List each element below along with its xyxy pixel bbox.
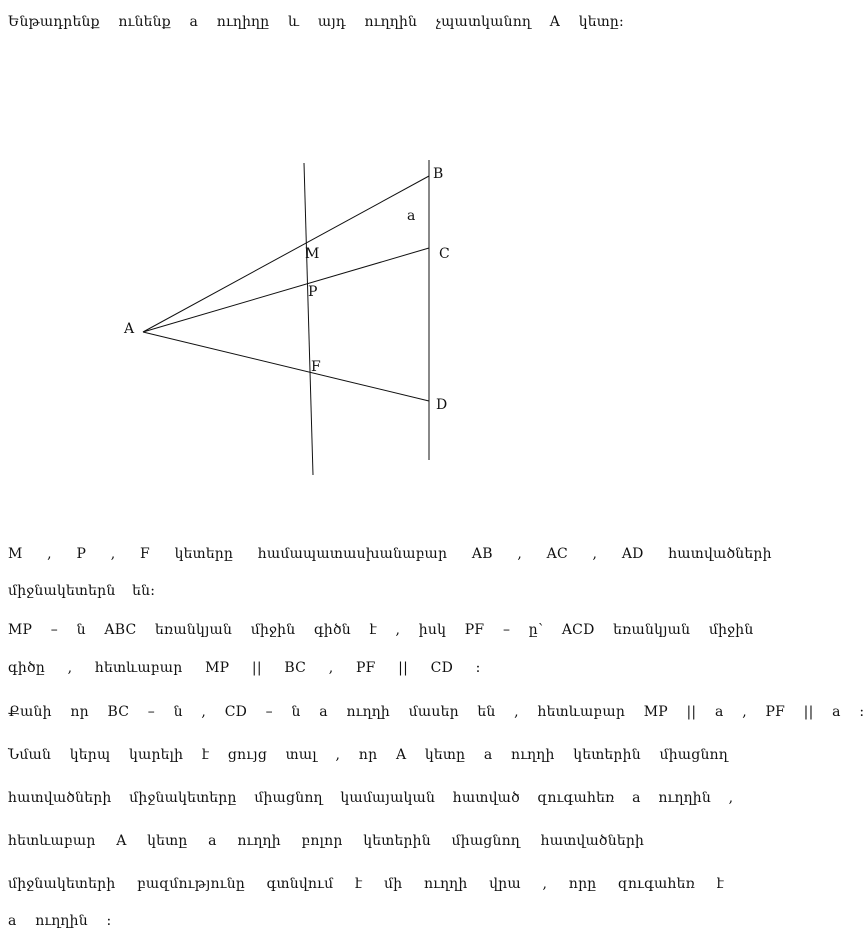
intro-text: Ենթադրենք ունենք a ուղիղը և այդ ուղղին չպատկանող A կետը: xyxy=(8,14,624,30)
label-point-m: M xyxy=(305,246,320,262)
geometry-diagram xyxy=(0,0,710,520)
label-line-a: a xyxy=(407,208,416,224)
label-point-c: C xyxy=(439,246,450,262)
paragraph-4-line-2: հատվածների միջնակետերը միացնող կամայական հատված զուգահեռ a ուղղին , xyxy=(8,790,734,806)
label-point-f: F xyxy=(311,359,321,375)
paragraph-4-line-1: Նման կերպ կարելի է ցույց տալ , որ A կետը a ուղղի կետերին միացնող xyxy=(8,747,728,763)
label-point-b: B xyxy=(433,166,444,182)
paragraph-4-line-3: հետևաբար A կետը a ուղղի բոլոր կետերին միացնող հատվածների xyxy=(8,833,645,849)
paragraph-3: Քանի որ BC – ն , CD – ն a ուղղի մասեր են , հետևաբար MP || a , PF || a : xyxy=(8,704,864,720)
paragraph-2-line-1: MP – ն ABC եռանկյան միջին գիծն է , իսկ PF – ը՝ ACD եռանկյան միջին xyxy=(8,622,754,638)
label-point-d: D xyxy=(436,397,448,413)
paragraph-4-line-5: a ուղղին : xyxy=(8,913,112,929)
segment-ad xyxy=(143,332,429,401)
paragraph-2-line-2: գիծը , հետևաբար MP || BC , PF || CD : xyxy=(8,660,481,676)
label-point-a: A xyxy=(124,321,135,337)
paragraph-4-line-4: միջնակետերի բազմությունը գտնվում է մի ուղղի վրա , որը զուգահեռ է xyxy=(8,876,725,892)
segment-ac xyxy=(143,248,429,332)
midline-mpf xyxy=(304,163,313,475)
paragraph-1-line-2: միջնակետերն են: xyxy=(8,583,156,599)
segment-ab xyxy=(143,176,429,332)
label-point-p: P xyxy=(308,284,318,300)
paragraph-1-line-1: M , P , F կետերը համապատասխանաբար AB , AC , AD հատվածների xyxy=(8,546,772,562)
